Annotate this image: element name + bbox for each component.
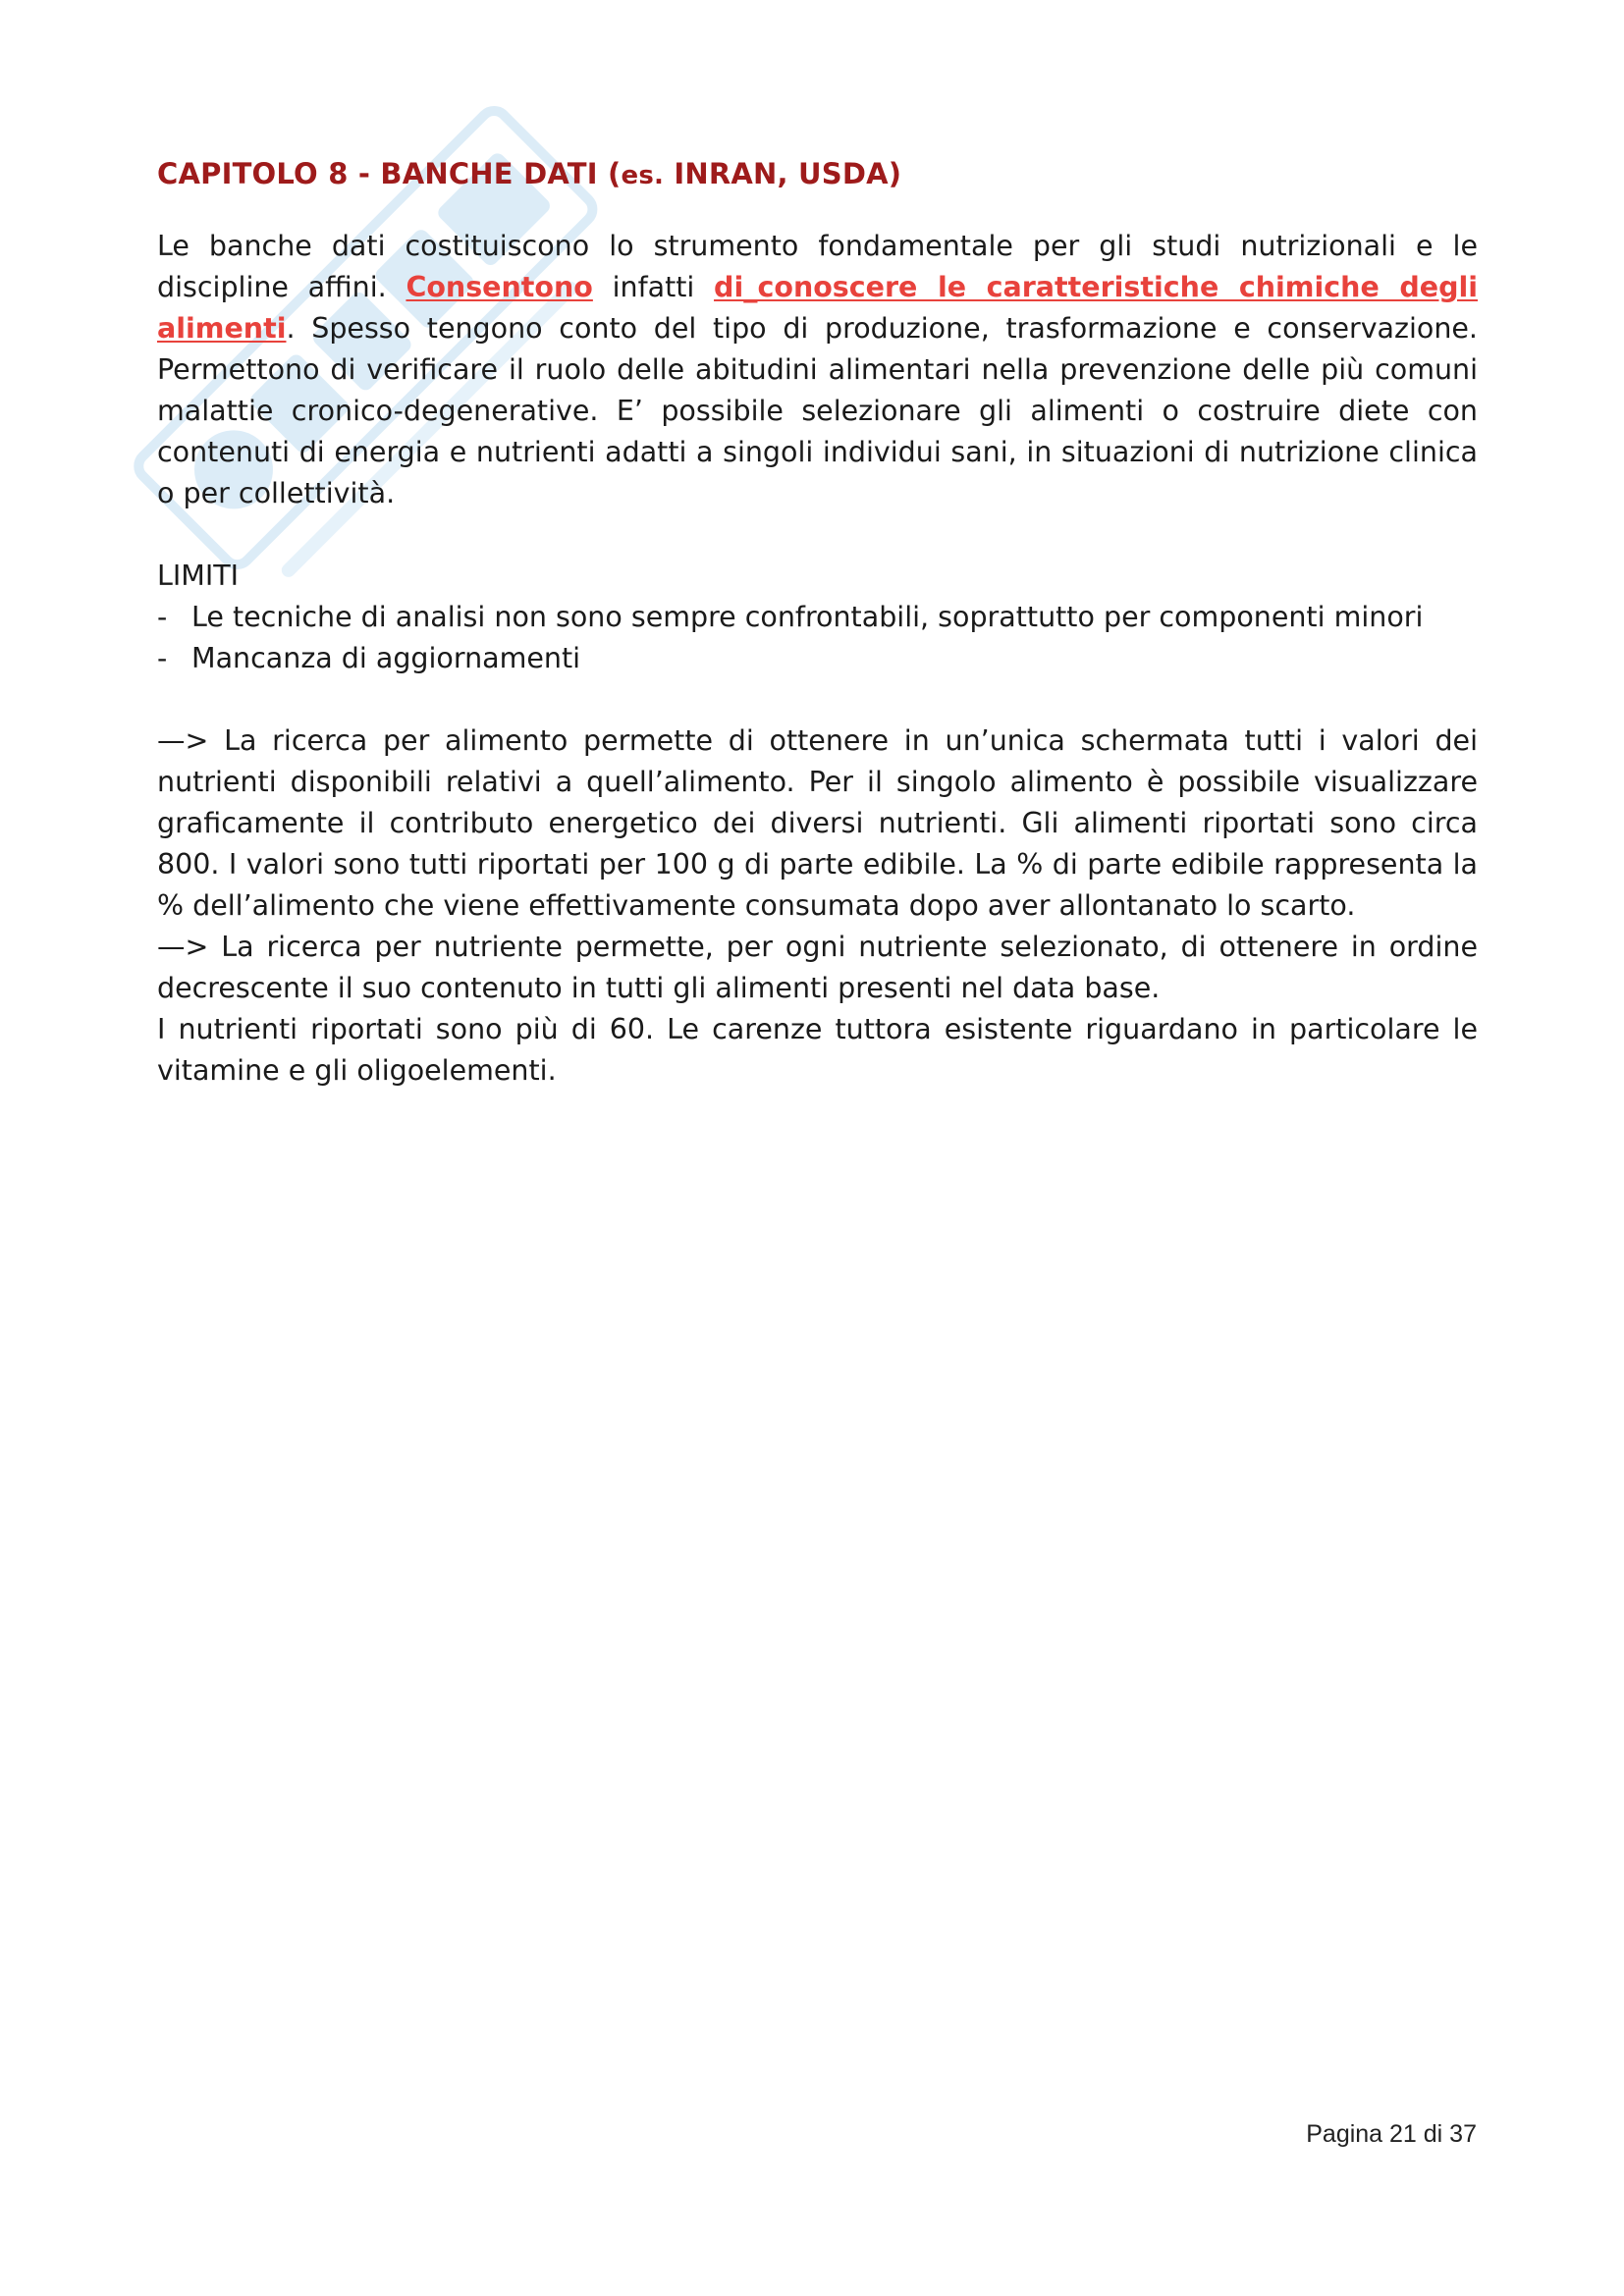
intro-text-1: Le banche dati costituiscono lo strumento fondamentale per gli studi nutrizionali e le discipline affini.: [157, 230, 1478, 303]
paragraph-nutrienti: I nutrienti riportati sono più di 60. Le carenze tuttora esistente riguardano in particolare le vitamine e gli oligoelementi.: [157, 1013, 1478, 1087]
paragraph-ricerca-nutriente: —> La ricerca per nutriente permette, per ogni nutriente selezionato, di ottenere in ordine decrescente il suo contenuto in tutti gli alimenti presenti nel data base.: [157, 931, 1478, 1004]
chapter-title-es: es.: [621, 161, 665, 190]
limits-list: [157, 597, 1478, 679]
limits-heading: LIMITI: [157, 560, 240, 592]
highlight-caratteristiche: di_conoscere le caratteristiche chimiche degli alimenti: [157, 271, 1479, 345]
list-item: - Mancanza di aggiornamenti: [157, 642, 581, 674]
page-number: Pagina 21 di 37: [1306, 2120, 1477, 2148]
chapter-title: [157, 157, 1478, 190]
paragraph-ricerca-alimento: —> La ricerca per alimento permette di ottenere in un’unica schermata tutti i valori dei nutrienti disponibili relativi a quell’alimento. Per il singolo alimento è possibile visualizzare graficamente il contributo energetico dei diversi nutrienti. Gli alimenti riportati sono circa 800. I valori sono tutti riportati per 100 g di parte edibile. La % di parte edibile rappresenta la % dell’alimento che viene effettivamente consumata dopo aver allontanato lo scarto.: [157, 724, 1478, 922]
list-item: - Le tecniche di analisi non sono sempre confrontabili, soprattutto per componenti minori: [157, 601, 1424, 633]
list-item-text: Le tecniche di analisi non sono sempre confrontabili, soprattutto per componenti minori: [191, 601, 1424, 633]
intro-text-2: infatti: [592, 271, 715, 303]
chapter-title-rest: INRAN, USDA): [664, 157, 902, 190]
highlight-consentono: Consentono: [406, 271, 593, 303]
intro-paragraph: [157, 226, 1478, 514]
list-item-text: Mancanza di aggiornamenti: [191, 642, 581, 674]
chapter-title-text: CAPITOLO 8 - BANCHE DATI (: [157, 157, 622, 190]
intro-text-3: . Spesso tengono conto del tipo di produzione, trasformazione e conservazione. Permettono di verificare il ruolo delle abitudini alimentari nella prevenzione delle più comuni malattie cronico-degenerative. E’ possibile selezionare gli alimenti o costruire diete con contenuti di energia e nutrienti adatti a singoli individui sani, in situazioni di nutrizione clinica o per collettività.: [157, 312, 1478, 509]
document-page: [157, 147, 1478, 1092]
